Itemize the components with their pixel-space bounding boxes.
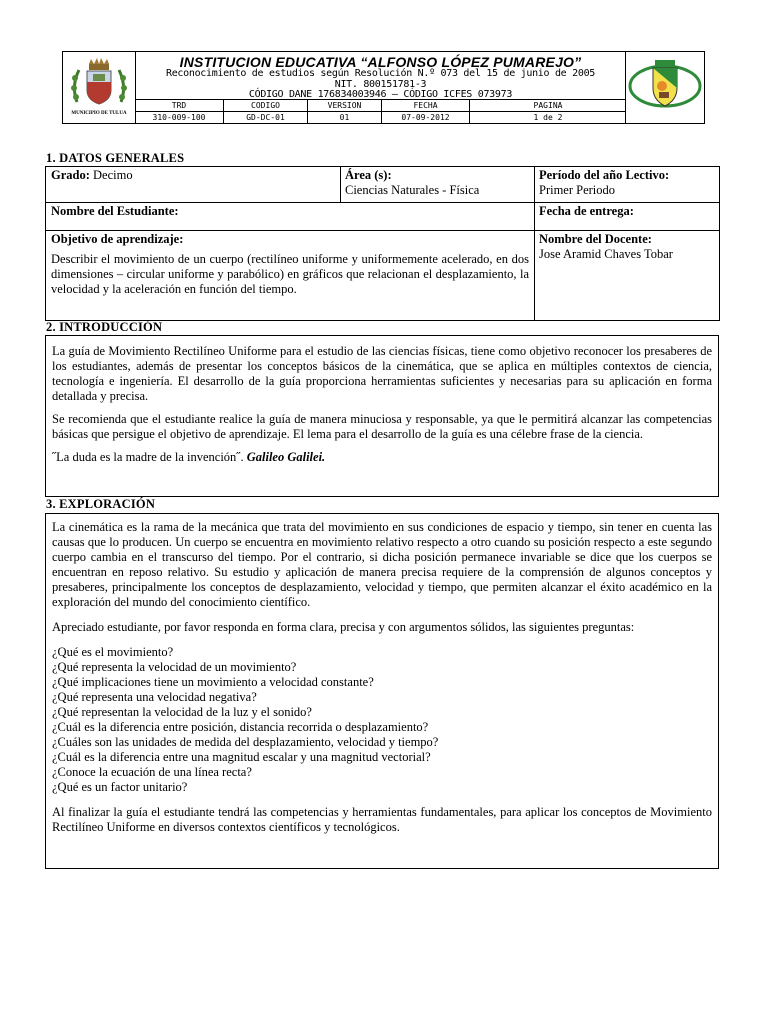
docente-value: Jose Aramid Chaves Tobar <box>539 247 673 261</box>
fecha-value: 07-09-2012 <box>401 113 450 122</box>
intro-paragraph-2: Se recomienda que el estudiante realice la guía de manera minuciosa y responsable, ya que le permitirá alcanzar las competencias básicas que persigue el objetivo de aprendizaje. El lema para el desarrollo de la guía es una célebre frase de la ciencia. <box>52 412 712 441</box>
pagina-value: 1 de 2 <box>533 113 563 122</box>
version-label: VERSION <box>308 100 381 112</box>
periodo-label: Período del año Lectivo: <box>539 168 670 182</box>
logo-caption: MUNICIPIO DE TULUA <box>71 111 127 116</box>
fecha-label: FECHA <box>382 100 469 112</box>
document-header <box>62 51 705 124</box>
area-value: Ciencias Naturales - Física <box>345 183 480 197</box>
list-item: ¿Cuáles son las unidades de medida del desplazamiento, velocidad y tiempo? <box>52 735 439 749</box>
exploration-box <box>45 513 719 869</box>
area-label: Área (s): <box>345 168 392 182</box>
grado-label: Grado: <box>51 168 90 182</box>
estudiante-label: Nombre del Estudiante: <box>51 204 179 218</box>
pagina-label: PAGINA <box>470 100 626 112</box>
grado-cell <box>46 167 340 184</box>
tulua-coat-of-arms-logo <box>63 52 136 123</box>
version-value: 01 <box>339 113 350 122</box>
exploration-paragraph-2: Apreciado estudiante, por favor responda en forma clara, precisa y con argumentos sólidos, las siguientes preguntas: <box>52 620 635 634</box>
docente-cell <box>534 231 719 263</box>
questions-list <box>52 645 712 795</box>
exploration-paragraph-1: La cinemática es la rama de la mecánica que trata del movimiento en sus condiciones de espacio y tiempo, sin tener en cuenta las causas que lo producen. Un cuerpo se encuentra en movimiento relativo respecto a otro cuando su posición respecto a este segundo cuerpo cambia en el transcurso del tiempo. Por el contrario, si dicha posición permanece invariable se dice que los cuerpos se encuentran en reposo relativo. Su estudio y aplicación de manera precisa requiere de la comprensión de algunos conceptos y presaberes, principalmente los conceptos de desplazamiento, velocidad y tiempo, que permiten alcanzar el éxito académico en la exploración del mundo del conocimiento científico. <box>52 520 712 609</box>
list-item: ¿Qué representan la velocidad de la luz y el sonido? <box>52 705 312 719</box>
general-data-table <box>45 166 720 321</box>
version-cell <box>307 100 381 124</box>
objetivo-text: Describir el movimiento de un cuerpo (rectilíneo uniforme y uniformemente acelerado, en dos dimensiones – circular uniforme y parabólico) en gráficos que relacionan el desplazamiento, la velocidad y la aceleración en función del tiempo. <box>51 252 529 296</box>
list-item: ¿Qué es un factor unitario? <box>52 780 188 794</box>
section-heading-exploracion: 3. EXPLORACIÓN <box>46 497 156 511</box>
objetivo-cell <box>46 231 534 298</box>
intro-paragraph-1: La guía de Movimiento Rectilíneo Uniforme para el estudio de las ciencias físicas, tiene como objetivo reconocer los presaberes de los estudiantes, además de presentar los conceptos básicos de la cinemática, que se aplica en múltiples contextos de ciencia, tecnología e ingeniería. El desarrollo de la guía proporciona herramientas suficientes y necesarias para su aplicación en forma detallada y precisa. <box>52 344 712 403</box>
list-item: ¿Cuál es la diferencia entre posición, distancia recorrida o desplazamiento? <box>52 720 429 734</box>
objetivo-label: Objetivo de aprendizaje: <box>51 232 184 246</box>
document-control-grid <box>135 99 626 124</box>
section-heading-datos-generales: 1. DATOS GENERALES <box>46 151 185 165</box>
codigo-label: CODIGO <box>224 100 307 112</box>
codes-line: CÓDIGO DANE 176834003946 – CÓDIGO ICFES 073973 <box>248 89 513 100</box>
institution-title: INSTITUCION EDUCATIVA “ALFONSO LÓPEZ PUMAREJO” <box>179 54 582 70</box>
quote-author: Galileo Galilei. <box>246 450 326 464</box>
trd-label: TRD <box>135 100 223 112</box>
list-item: ¿Conoce la ecuación de una línea recta? <box>52 765 252 779</box>
list-item: ¿Qué es el movimiento? <box>52 645 174 659</box>
trd-cell <box>135 100 223 124</box>
list-item: ¿Qué implicaciones tiene un movimiento a velocidad constante? <box>52 675 374 689</box>
school-crest-icon <box>626 52 704 123</box>
resolution-line: Reconocimiento de estudios según Resolución N.º 073 del 15 de junio de 2005 <box>165 68 596 79</box>
entrega-label: Fecha de entrega: <box>539 204 634 218</box>
trd-value: 310-009-100 <box>152 113 206 122</box>
periodo-cell <box>534 167 719 199</box>
section-heading-introduccion: 2. INTRODUCCIÓN <box>46 320 163 334</box>
codigo-cell <box>223 100 307 124</box>
entrega-cell <box>534 203 719 220</box>
header-info <box>135 52 626 123</box>
codigo-value: GD-DC-01 <box>246 113 285 122</box>
estudiante-cell <box>46 203 534 220</box>
introduction-box <box>45 335 719 497</box>
pagina-cell <box>469 100 626 124</box>
coat-of-arms-icon <box>63 52 135 110</box>
list-item: ¿Qué representa una velocidad negativa? <box>52 690 257 704</box>
exploration-paragraph-3: Al finalizar la guía el estudiante tendrá las competencias y herramientas fundamentales, para aplicar los conceptos de Movimiento Rectilíneo Uniforme en diversos contextos científicos y tecnológicos. <box>52 805 712 834</box>
intro-quote <box>52 450 712 465</box>
list-item: ¿Cuál es la diferencia entre una magnitud escalar y una magnitud vectorial? <box>52 750 431 764</box>
area-cell <box>340 167 534 199</box>
school-crest-logo <box>625 52 704 123</box>
periodo-value: Primer Periodo <box>539 183 616 197</box>
docente-label: Nombre del Docente: <box>539 232 652 246</box>
nit-line: NIT. 800151781-3 <box>334 79 427 90</box>
list-item: ¿Qué representa la velocidad de un movimiento? <box>52 660 297 674</box>
grado-value: Decimo <box>93 168 133 182</box>
quote-text: ˝La duda es la madre de la invención˝. <box>52 450 244 464</box>
fecha-cell <box>381 100 469 124</box>
